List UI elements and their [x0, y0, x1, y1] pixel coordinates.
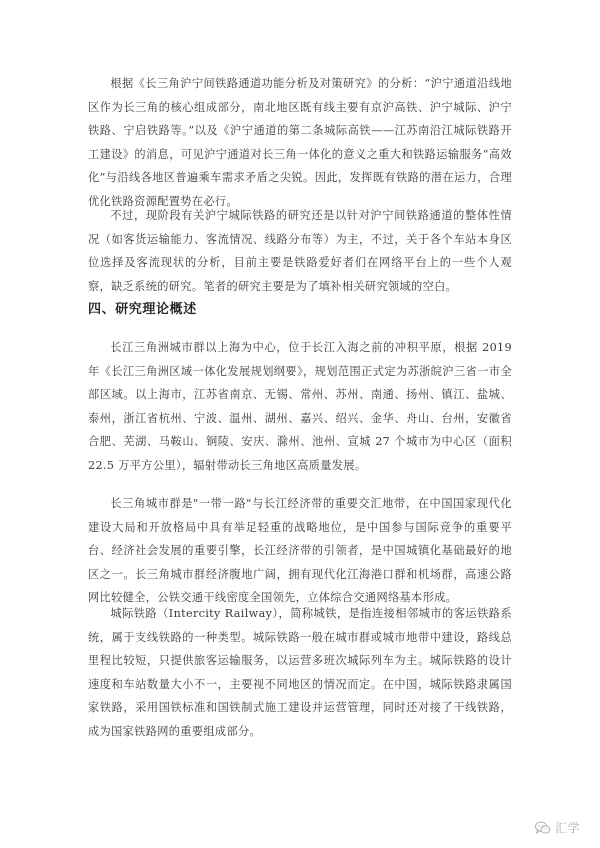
- watermark-text: 汇学: [554, 821, 580, 835]
- body-paragraph: 根据《长三角沪宁间铁路通道功能分析及对策研究》的分析：“沪宁通道沿线地区作为长三角的核心组成部分，南北地区既有线主要有京沪高铁、沪宁城际、沪宁铁路、宁启铁路等。”以及《沪宁通道的第二条城际高铁——江苏南沿江城际铁路开工建设》的消息，可见沪宁通道对长三角一体化的意义之重大和铁路运输服务“高效化”与沿线各地区普遍乘车需求矛盾之尖锐。因此，发挥既有铁路的潜在运力，合理优化铁路资源配置势在必行。: [88, 77, 512, 208]
- body-paragraph: 不过，现阶段有关沪宁城际铁路的研究还是以针对沪宁间铁路通道的整体性情况（如客货运输能力、客流情况、线路分布等）为主，不过，关于各个车站本身区位选择及客流现状的分析，目前主要是铁路爱好者们在网络平台上的一些个人观察，缺乏系统的研究。笔者的研究主要是为了填补相关研究领域的空白。: [88, 209, 512, 293]
- body-paragraph: 城际铁路（Intercity Railway），简称城铁，是指连接相邻城市的客运铁路系统，属于支线铁路的一种类型。城际铁路一般在城市群或城市地带中建设，路线总里程比较短，只提供旅客运输服务，以运营多班次城际列车为主。城际铁路的设计速度和车站数量大小不一，主要视不同地区的情况而定。在中国，城际铁路隶属国家铁路，采用国铁标准和国铁制式施工建设并运营管理，同时还对接了干线铁路，成为国家铁路网的重要组成部分。: [88, 607, 512, 738]
- watermark: [535, 819, 580, 836]
- body-paragraph: 长三角城市群是"一带一路"与长江经济带的重要交汇地带，在中国国家现代化建设大局和开放格局中具有举足轻重的战略地位，是中国参与国际竞争的重要平台、经济社会发展的重要引擎，长江经济带的引领者，是中国城镇化基础最好的地区之一。长三角城市群经济腹地广阔，拥有现代化江海港口群和机场群，高速公路网比较健全，公铁交通干线密度全国领先，立体综合交通网络基本形成。: [88, 497, 512, 605]
- section-heading: 四、研究理论概述: [88, 302, 197, 317]
- body-paragraph: 长江三角洲城市群以上海为中心，位于长江入海之前的冲积平原，根据 2019 年《长江三角洲区域一体化发展规划纲要》，规划范围正式定为苏浙皖沪三省一市全部区域。以上海市，江苏省南京、无锡、常州、苏州、南通、扬州、镇江、盐城、泰州，浙江省杭州、宁波、温州、湖州、嘉兴、绍兴、金华、舟山、台州，安徽省合肥、芜湖、马鞍山、铜陵、安庆、滁州、池州、宣城 27 个城市为中心区（面积 22.5 万平方公里），辐射带动长三角地区高质量发展。: [88, 341, 512, 472]
- wechat-icon: [535, 821, 551, 835]
